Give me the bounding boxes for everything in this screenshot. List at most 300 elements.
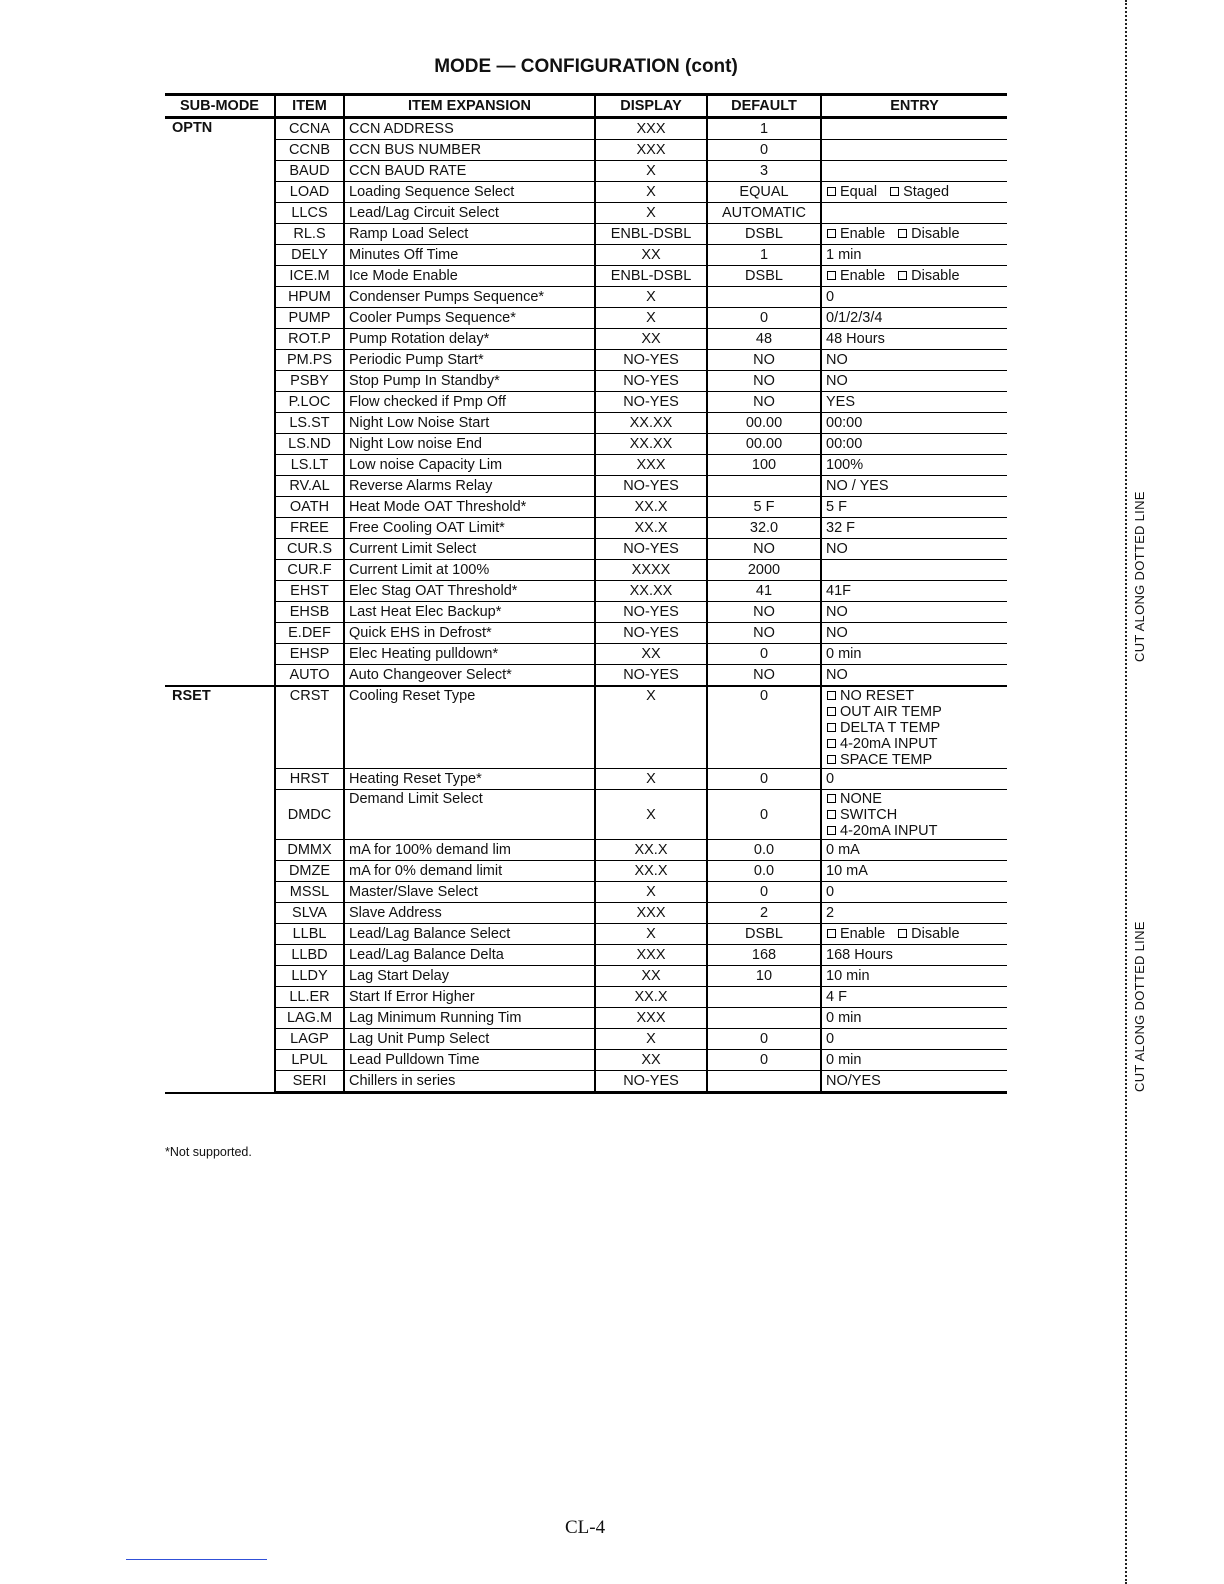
entry-line xyxy=(826,352,1003,368)
table-row xyxy=(165,882,1007,903)
expansion-cell: mA for 100% demand lim xyxy=(344,840,595,861)
entry-cell xyxy=(821,203,1007,224)
display-cell: XXX xyxy=(595,118,707,140)
display-cell: NO-YES xyxy=(595,602,707,623)
default-cell: 1 xyxy=(707,118,821,140)
entry-option-label: 0 xyxy=(826,289,835,305)
default-cell: 0 xyxy=(707,644,821,665)
entry-option-label: 48 Hours xyxy=(826,331,885,347)
default-cell: 1 xyxy=(707,245,821,266)
item-cell: PUMP xyxy=(275,308,344,329)
table-row xyxy=(165,434,1007,455)
entry-option-label: 1 min xyxy=(826,247,862,263)
entry-option-label: YES xyxy=(826,394,856,410)
default-cell: 0 xyxy=(707,308,821,329)
checkbox-icon xyxy=(827,723,836,732)
entry-option-label: SPACE TEMP xyxy=(840,752,933,768)
display-cell: X xyxy=(595,308,707,329)
entry-option-label: 41F xyxy=(826,583,851,599)
default-cell: AUTOMATIC xyxy=(707,203,821,224)
expansion-cell: Last Heat Elec Backup* xyxy=(344,602,595,623)
item-cell: DELY xyxy=(275,245,344,266)
entry-option xyxy=(897,926,959,942)
display-cell: XX xyxy=(595,966,707,987)
entry-option xyxy=(826,583,851,599)
item-cell: ICE.M xyxy=(275,266,344,287)
item-cell: CCNB xyxy=(275,140,344,161)
header-entry: ENTRY xyxy=(821,95,1007,118)
entry-cell xyxy=(821,581,1007,602)
item-cell: LAG.M xyxy=(275,1008,344,1029)
item-cell: E.DEF xyxy=(275,623,344,644)
entry-option-label: NO xyxy=(826,604,848,620)
entry-line xyxy=(826,1052,1003,1068)
entry-line xyxy=(826,926,1003,942)
default-cell: 100 xyxy=(707,455,821,476)
item-cell: PSBY xyxy=(275,371,344,392)
entry-line xyxy=(826,791,1003,807)
footnote: *Not supported. xyxy=(165,1145,252,1159)
checkbox-icon xyxy=(898,229,907,238)
display-cell: ENBL-DSBL xyxy=(595,224,707,245)
table-row xyxy=(165,1029,1007,1050)
entry-option-label: 5 F xyxy=(826,499,847,515)
page-number: CL-4 xyxy=(565,1517,606,1538)
entry-cell xyxy=(821,987,1007,1008)
entry-option-label: Disable xyxy=(911,226,960,242)
table-row xyxy=(165,392,1007,413)
display-cell: XX xyxy=(595,1050,707,1071)
default-cell: NO xyxy=(707,623,821,644)
entry-option-label: OUT AIR TEMP xyxy=(840,704,942,720)
entry-cell xyxy=(821,182,1007,203)
entry-line xyxy=(826,1031,1003,1047)
item-cell: BAUD xyxy=(275,161,344,182)
default-cell: 0 xyxy=(707,1050,821,1071)
entry-option xyxy=(826,625,848,641)
table-row xyxy=(165,413,1007,434)
display-cell: XXX xyxy=(595,140,707,161)
entry-option xyxy=(826,823,938,839)
checkbox-icon xyxy=(827,755,836,764)
submode-cell: RSET xyxy=(165,686,275,1093)
expansion-cell: Lead/Lag Circuit Select xyxy=(344,203,595,224)
default-cell: 0.0 xyxy=(707,861,821,882)
entry-option-label: 00:00 xyxy=(826,436,863,452)
checkbox-icon xyxy=(827,810,836,819)
entry-option-label: NO xyxy=(826,541,848,557)
entry-option-label: NO RESET xyxy=(840,688,915,704)
table-row xyxy=(165,790,1007,840)
entry-option xyxy=(826,1073,881,1089)
checkbox-icon xyxy=(890,187,899,196)
expansion-cell: Elec Heating pulldown* xyxy=(344,644,595,665)
checkbox-icon xyxy=(827,271,836,280)
table-row xyxy=(165,539,1007,560)
checkbox-icon xyxy=(827,794,836,803)
header-item: ITEM xyxy=(275,95,344,118)
entry-option-label: 0 mA xyxy=(826,842,860,858)
table-header-row xyxy=(165,95,1007,118)
entry-option-label: NO xyxy=(826,373,848,389)
item-cell: LPUL xyxy=(275,1050,344,1071)
display-cell: X xyxy=(595,924,707,945)
entry-cell xyxy=(821,560,1007,581)
entry-line xyxy=(826,688,1003,704)
entry-option xyxy=(897,226,959,242)
entry-line xyxy=(826,226,1003,242)
entry-line xyxy=(826,947,1003,963)
display-cell: X xyxy=(595,769,707,790)
entry-option xyxy=(826,184,877,200)
item-cell: LS.LT xyxy=(275,455,344,476)
entry-option-label: Staged xyxy=(903,184,950,200)
entry-cell xyxy=(821,769,1007,790)
checkbox-icon xyxy=(827,929,836,938)
checkbox-icon xyxy=(827,229,836,238)
expansion-cell: Demand Limit Select xyxy=(344,790,595,840)
item-cell: CCNA xyxy=(275,118,344,140)
item-cell: CUR.S xyxy=(275,539,344,560)
expansion-cell: Master/Slave Select xyxy=(344,882,595,903)
expansion-cell: Heat Mode OAT Threshold* xyxy=(344,497,595,518)
entry-line xyxy=(826,842,1003,858)
entry-line xyxy=(826,457,1003,473)
entry-line xyxy=(826,184,1003,200)
item-cell: RV.AL xyxy=(275,476,344,497)
expansion-cell: Lag Unit Pump Select xyxy=(344,1029,595,1050)
entry-option xyxy=(826,394,855,410)
display-cell: XX.X xyxy=(595,861,707,882)
item-cell: CUR.F xyxy=(275,560,344,581)
item-cell: FREE xyxy=(275,518,344,539)
expansion-cell: Reverse Alarms Relay xyxy=(344,476,595,497)
entry-line xyxy=(826,310,1003,326)
expansion-cell: Stop Pump In Standby* xyxy=(344,371,595,392)
default-cell: NO xyxy=(707,539,821,560)
table-row xyxy=(165,560,1007,581)
entry-line xyxy=(826,604,1003,620)
entry-option xyxy=(826,842,860,858)
expansion-cell: Elec Stag OAT Threshold* xyxy=(344,581,595,602)
default-cell: DSBL xyxy=(707,924,821,945)
table-row xyxy=(165,987,1007,1008)
default-cell: 3 xyxy=(707,161,821,182)
checkbox-icon xyxy=(827,826,836,835)
header-item-expansion: ITEM EXPANSION xyxy=(344,95,595,118)
item-cell: ROT.P xyxy=(275,329,344,350)
entry-cell xyxy=(821,1050,1007,1071)
entry-option xyxy=(826,968,870,984)
entry-option-label: 2 xyxy=(826,905,835,921)
entry-option-label: DELTA T TEMP xyxy=(840,720,941,736)
entry-option-label: 0 xyxy=(826,884,835,900)
display-cell: NO-YES xyxy=(595,1071,707,1093)
entry-cell xyxy=(821,966,1007,987)
entry-option xyxy=(826,520,855,536)
default-cell: 0 xyxy=(707,686,821,769)
entry-option xyxy=(826,352,848,368)
table-row xyxy=(165,665,1007,687)
entry-option xyxy=(826,1031,834,1047)
display-cell: XXX xyxy=(595,455,707,476)
entry-cell xyxy=(821,371,1007,392)
entry-option xyxy=(826,268,885,284)
table-row xyxy=(165,966,1007,987)
table-row xyxy=(165,329,1007,350)
default-cell: 00.00 xyxy=(707,413,821,434)
entry-line xyxy=(826,331,1003,347)
entry-cell xyxy=(821,287,1007,308)
entry-option-label: 0 min xyxy=(826,646,862,662)
entry-option-label: 0 min xyxy=(826,1010,862,1026)
entry-option xyxy=(826,331,885,347)
default-cell xyxy=(707,287,821,308)
item-cell: MSSL xyxy=(275,882,344,903)
entry-line xyxy=(826,625,1003,641)
table-row xyxy=(165,518,1007,539)
item-cell: OATH xyxy=(275,497,344,518)
entry-line xyxy=(826,863,1003,879)
checkbox-icon xyxy=(898,929,907,938)
expansion-cell: Pump Rotation delay* xyxy=(344,329,595,350)
table-row xyxy=(165,924,1007,945)
default-cell: NO xyxy=(707,392,821,413)
default-cell xyxy=(707,1071,821,1093)
entry-option-label: NO xyxy=(826,625,848,641)
header-default: DEFAULT xyxy=(707,95,821,118)
display-cell: XX xyxy=(595,245,707,266)
entry-option-label: 4-20mA INPUT xyxy=(840,736,938,752)
item-cell: LS.ND xyxy=(275,434,344,455)
display-cell: XXX xyxy=(595,945,707,966)
expansion-cell: Night Low Noise Start xyxy=(344,413,595,434)
entry-line xyxy=(826,704,1003,720)
entry-cell xyxy=(821,329,1007,350)
display-cell: XX.X xyxy=(595,497,707,518)
entry-line xyxy=(826,905,1003,921)
entry-option xyxy=(826,499,847,515)
item-cell: DMDC xyxy=(275,790,344,840)
item-cell: EHSP xyxy=(275,644,344,665)
entry-option-label: 4 F xyxy=(826,989,847,1005)
default-cell: 2 xyxy=(707,903,821,924)
entry-cell xyxy=(821,224,1007,245)
display-cell: XX.XX xyxy=(595,413,707,434)
entry-option xyxy=(826,989,847,1005)
default-cell: 32.0 xyxy=(707,518,821,539)
display-cell: XX.X xyxy=(595,840,707,861)
expansion-cell: Heating Reset Type* xyxy=(344,769,595,790)
table-row xyxy=(165,308,1007,329)
expansion-cell: CCN BUS NUMBER xyxy=(344,140,595,161)
item-cell: LS.ST xyxy=(275,413,344,434)
expansion-cell: Lead/Lag Balance Select xyxy=(344,924,595,945)
entry-line xyxy=(826,289,1003,305)
checkbox-icon xyxy=(827,707,836,716)
entry-cell xyxy=(821,903,1007,924)
entry-line xyxy=(826,771,1003,787)
entry-cell xyxy=(821,245,1007,266)
entry-option-label: NO/YES xyxy=(826,1073,881,1089)
table-row xyxy=(165,623,1007,644)
display-cell: NO-YES xyxy=(595,371,707,392)
entry-option xyxy=(897,268,959,284)
item-cell: AUTO xyxy=(275,665,344,687)
entry-line xyxy=(826,268,1003,284)
default-cell: NO xyxy=(707,371,821,392)
entry-option-label: Enable xyxy=(840,926,886,942)
expansion-cell: Free Cooling OAT Limit* xyxy=(344,518,595,539)
header-submode: SUB-MODE xyxy=(165,95,275,118)
entry-option xyxy=(826,771,834,787)
entry-cell xyxy=(821,140,1007,161)
display-cell: NO-YES xyxy=(595,665,707,687)
display-cell: X xyxy=(595,203,707,224)
entry-cell xyxy=(821,497,1007,518)
display-cell: XX xyxy=(595,644,707,665)
entry-cell xyxy=(821,539,1007,560)
display-cell: XX xyxy=(595,329,707,350)
expansion-cell: Quick EHS in Defrost* xyxy=(344,623,595,644)
entry-option xyxy=(826,457,863,473)
entry-line xyxy=(826,752,1003,768)
expansion-cell: Flow checked if Pmp Off xyxy=(344,392,595,413)
expansion-cell: Current Limit Select xyxy=(344,539,595,560)
entry-line xyxy=(826,667,1003,683)
display-cell: XX.X xyxy=(595,987,707,1008)
entry-option xyxy=(826,807,897,823)
entry-cell xyxy=(821,308,1007,329)
table-row xyxy=(165,1071,1007,1093)
configuration-table xyxy=(165,93,1007,1094)
entry-line xyxy=(826,394,1003,410)
entry-option xyxy=(826,247,861,263)
default-cell: 0 xyxy=(707,882,821,903)
entry-option-label: Disable xyxy=(911,926,960,942)
entry-cell xyxy=(821,266,1007,287)
entry-option xyxy=(826,541,848,557)
expansion-cell: Cooler Pumps Sequence* xyxy=(344,308,595,329)
entry-cell xyxy=(821,350,1007,371)
checkbox-icon xyxy=(827,739,836,748)
entry-option xyxy=(826,884,834,900)
checkbox-icon xyxy=(827,187,836,196)
default-cell: 0 xyxy=(707,769,821,790)
item-cell: LOAD xyxy=(275,182,344,203)
entry-line xyxy=(826,415,1003,431)
table-row xyxy=(165,224,1007,245)
entry-cell xyxy=(821,665,1007,687)
default-cell: 2000 xyxy=(707,560,821,581)
expansion-cell: Lag Start Delay xyxy=(344,966,595,987)
table-row xyxy=(165,644,1007,665)
table-row xyxy=(165,1008,1007,1029)
item-cell: HPUM xyxy=(275,287,344,308)
entry-cell xyxy=(821,945,1007,966)
entry-cell xyxy=(821,1029,1007,1050)
display-cell: X xyxy=(595,686,707,769)
entry-option-label: Disable xyxy=(911,268,960,284)
entry-line xyxy=(826,478,1003,494)
item-cell: LLCS xyxy=(275,203,344,224)
table-row xyxy=(165,1050,1007,1071)
item-cell: DMMX xyxy=(275,840,344,861)
entry-cell xyxy=(821,476,1007,497)
table-row xyxy=(165,686,1007,769)
expansion-cell: Auto Changeover Select* xyxy=(344,665,595,687)
entry-line xyxy=(826,583,1003,599)
entry-option xyxy=(826,752,932,768)
expansion-cell: Slave Address xyxy=(344,903,595,924)
default-cell: 48 xyxy=(707,329,821,350)
entry-option xyxy=(826,688,914,704)
entry-option xyxy=(826,478,889,494)
entry-option-label: 0 xyxy=(826,1031,835,1047)
entry-line xyxy=(826,436,1003,452)
display-cell: X xyxy=(595,161,707,182)
entry-option xyxy=(826,704,942,720)
item-cell: SERI xyxy=(275,1071,344,1093)
entry-option-label: Enable xyxy=(840,268,886,284)
display-cell: NO-YES xyxy=(595,623,707,644)
display-cell: XXX xyxy=(595,1008,707,1029)
table-row xyxy=(165,371,1007,392)
table-row xyxy=(165,161,1007,182)
entry-option-label: 0/1/2/3/4 xyxy=(826,310,883,326)
entry-cell xyxy=(821,434,1007,455)
item-cell: PM.PS xyxy=(275,350,344,371)
item-cell: HRST xyxy=(275,769,344,790)
default-cell: NO xyxy=(707,665,821,687)
expansion-cell: Night Low noise End xyxy=(344,434,595,455)
entry-option-label: Enable xyxy=(840,226,886,242)
display-cell: XX.XX xyxy=(595,434,707,455)
default-cell: 41 xyxy=(707,581,821,602)
table-row xyxy=(165,287,1007,308)
default-cell: NO xyxy=(707,350,821,371)
display-cell: NO-YES xyxy=(595,392,707,413)
entry-option xyxy=(826,926,885,942)
entry-cell xyxy=(821,518,1007,539)
table-row xyxy=(165,602,1007,623)
expansion-cell: Start If Error Higher xyxy=(344,987,595,1008)
section-optn xyxy=(165,118,1007,687)
default-cell: 0 xyxy=(707,790,821,840)
entry-cell xyxy=(821,1071,1007,1093)
default-cell: EQUAL xyxy=(707,182,821,203)
table-row xyxy=(165,769,1007,790)
entry-line xyxy=(826,541,1003,557)
entry-option-label: SWITCH xyxy=(840,807,898,823)
expansion-cell: Ice Mode Enable xyxy=(344,266,595,287)
entry-option xyxy=(826,415,862,431)
cut-dotted-line xyxy=(1125,0,1127,1584)
expansion-cell: Loading Sequence Select xyxy=(344,182,595,203)
entry-line xyxy=(826,499,1003,515)
item-cell: LLDY xyxy=(275,966,344,987)
item-cell: LAGP xyxy=(275,1029,344,1050)
entry-cell xyxy=(821,455,1007,476)
display-cell: X xyxy=(595,182,707,203)
checkbox-icon xyxy=(898,271,907,280)
table-row xyxy=(165,266,1007,287)
display-cell: XXX xyxy=(595,903,707,924)
entry-option-label: NO xyxy=(826,667,848,683)
table-row xyxy=(165,350,1007,371)
display-cell: NO-YES xyxy=(595,539,707,560)
table-row xyxy=(165,476,1007,497)
